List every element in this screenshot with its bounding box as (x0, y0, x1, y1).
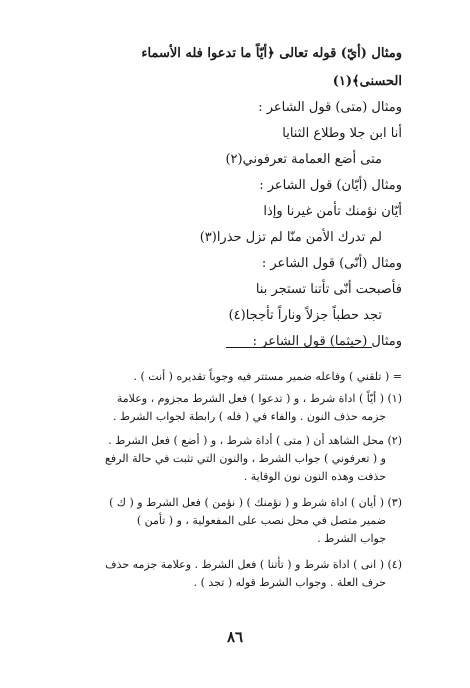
footnote-line: (١) ( أيّاً ) اداة شرط ، و ( تدعوا ) فعل الشرط مجزوم ، وعلامة (116, 392, 402, 405)
body-line: ومثال (أيّ) قوله تعالى ﴿أيّاً ما تدعوا فله الأسماء (141, 46, 402, 61)
footnote-line: (٣) ( أيان ) اداة شرط و ( نؤمنك ) ( نؤمن ) فعل الشرط و ( ك ) (109, 496, 402, 509)
footnote-line: حرف العلة . وجواب الشرط قوله ( تجد ) . (193, 576, 386, 589)
footnote-line: ضمير متصل في محل نصب على المفعولية ، و ( تأمن ) (136, 514, 386, 527)
footnote-line: (٢) محل الشاهد أن ( متى ) أداة شرط ، و ( أضع ) فعل الشرط . (108, 434, 402, 447)
verse-line: أيّان نؤمنك تأمن غيرنا وإذا (263, 204, 402, 219)
footnote-line: = ( تلقني ) وفاعله ضمير مستتر فيه وجوباً تقديره ( أنت ) . (133, 370, 402, 383)
body-line: ومثال (أنّى) قول الشاعر : (261, 256, 402, 271)
verse-line: أنا ابن جلا وطلاع الثنايا (282, 126, 402, 141)
verse-line: لم تدرك الأمن منّا لم تزل حذرا(٣) (199, 230, 382, 245)
verse-line: فأصبحت أنّى تأتنا تستجر بنا (255, 282, 402, 297)
verse-line: متى أضع العمامة تعرفوني(٢) (225, 152, 382, 167)
footnote-line: و ( تعرفوني ) جواب الشرط ، والنون التي تثبت في حالة الرفع (105, 452, 386, 465)
verse-line: تجد حطباً جزلاً وناراً تأججا(٤) (228, 308, 382, 323)
footnote-line: (٤) ( انى ) اداة شرط و ( تأتنا ) فعل الشرط . وعلامة جزمه حذف (105, 558, 402, 571)
body-line: ومثال (متى) قول الشاعر : (258, 100, 402, 115)
page-number: ٨٦ (226, 628, 244, 646)
body-line: ومثال (أيّان) قول الشاعر : (259, 178, 402, 193)
footnote-line: جواب الشرط . (317, 532, 386, 545)
footnote-line: جزمه حذف النون . والفاء في ( فله ) رابطة لجواب الشرط . (112, 410, 386, 423)
footnote-line: حذفت وهذه النون نون الوقاية . (243, 470, 386, 483)
body-line: ومثال (حيثما) قول الشاعر : (252, 334, 402, 349)
body-line: الحسنى﴾(١) (332, 74, 402, 89)
footnote-separator (226, 347, 372, 348)
